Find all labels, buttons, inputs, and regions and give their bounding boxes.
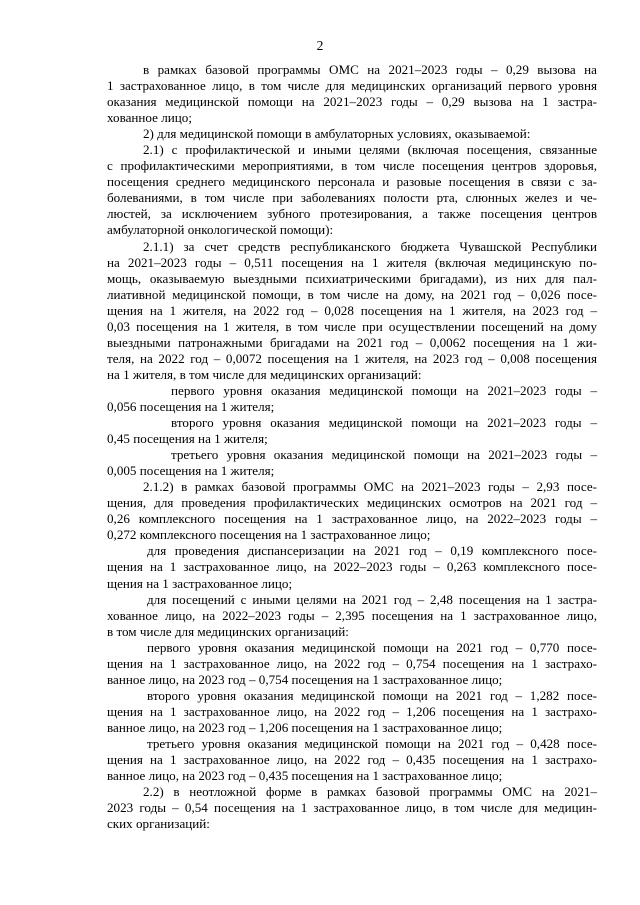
- text-line: 2) для медицинской помощи в амбулаторных условиях, оказываемой:: [143, 126, 531, 142]
- text-line: хованное лицо;: [107, 110, 192, 126]
- text-line: 2.2) в неотложной форме в рамках базовой программы ОМС на 2021–: [143, 784, 597, 800]
- text-line: третьего уровня оказания медицинской помощи на 2021 год – 0,428 посе-: [147, 735, 597, 751]
- text-line: амбулаторной онкологической помощи):: [107, 222, 334, 238]
- text-line: щения на 1 застрахованное лицо, на 2022 год – 0,435 посещения на 1 застрахо-: [107, 752, 597, 768]
- text-line: мощь, оказываемую выездными психиатрическими бригадами), из них для пал-: [107, 270, 597, 286]
- text-line: 0,03 посещения на 1 жителя, в том числе при осуществлении посещений на дому: [107, 318, 597, 334]
- text-line: посещения среднего медицинского персонала и разовые посещения в связи с за-: [107, 174, 597, 190]
- text-line: ванное лицо, на 2023 год – 0,754 посещения на 1 застрахованное лицо;: [107, 671, 503, 687]
- text-line: на 1 жителя, в том числе для медицинских организаций:: [107, 366, 422, 382]
- text-line: 0,056 посещения на 1 жителя;: [107, 398, 275, 414]
- text-line: выездными патронажными бригадами на 2021 год – 0,0062 посещения на 1 жи-: [107, 334, 597, 350]
- text-line: щения на 1 застрахованное лицо;: [107, 575, 293, 591]
- text-line: с профилактическими мероприятиями, в том числе посещения центров здоровья,: [107, 158, 597, 174]
- text-line: щения на 1 застрахованное лицо, на 2022 год – 1,206 посещения на 1 застрахо-: [107, 703, 597, 719]
- text-line: теля, на 2022 год – 0,0072 посещения на 1 жителя, на 2023 год – 0,008 посещения: [107, 350, 597, 366]
- text-line: 0,45 посещения на 1 жителя;: [107, 431, 268, 447]
- text-line: щения, для проведения профилактических медицинских осмотров на 2021 год –: [107, 495, 597, 511]
- text-line: второго уровня оказания медицинской помощи на 2021–2023 годы –: [171, 415, 597, 431]
- text-line: лиативной медицинской помощи, в том числе на дому, на 2021 год – 0,026 посе-: [107, 286, 597, 302]
- text-line: хованное лицо, на 2022–2023 годы – 2,395 посещения на 1 застрахованное лицо,: [107, 607, 597, 623]
- text-line: ванное лицо, на 2023 год – 1,206 посещения на 1 застрахованное лицо;: [107, 719, 503, 735]
- text-line: 2023 годы – 0,54 посещения на 1 застрахованное лицо, в том числе для медицин-: [107, 800, 597, 816]
- text-line: 0,005 посещения на 1 жителя;: [107, 463, 275, 479]
- text-line: щения на 1 застрахованное лицо, на 2022–2023 годы – 0,263 комплексного посе-: [107, 559, 597, 575]
- text-line: первого уровня оказания медицинской помощи на 2021 год – 0,770 посе-: [147, 639, 597, 655]
- text-line: щения на 1 жителя, на 2022 год – 0,028 посещения на 1 жителя, на 2023 год –: [107, 302, 597, 318]
- text-line: ванное лицо, на 2023 год – 0,435 посещения на 1 застрахованное лицо;: [107, 768, 503, 784]
- text-line: 0,272 комплексного посещения на 1 застрахованное лицо;: [107, 527, 431, 543]
- text-line: 0,26 комплексного посещения на 1 застрахованное лицо, на 2022–2023 годы –: [107, 511, 597, 527]
- text-line: второго уровня оказания медицинской помощи на 2021 год – 1,282 посе-: [147, 687, 597, 703]
- text-line: 2.1) с профилактической и иными целями (включая посещения, связанные: [143, 142, 597, 158]
- document-body: [107, 62, 597, 832]
- text-line: на 2021–2023 годы – 0,511 посещения на 1 жителя (включая медицинскую по-: [107, 254, 597, 270]
- text-line: болеваниями, в том числе при заболеваниях полости рта, слюнных желез и че-: [107, 190, 597, 206]
- text-line: для посещений с иными целями на 2021 год – 2,48 посещения на 1 застра-: [147, 591, 597, 607]
- text-line: третьего уровня оказания медицинской помощи на 2021–2023 годы –: [171, 447, 597, 463]
- text-line: щения на 1 застрахованное лицо, на 2022 год – 0,754 посещения на 1 застрахо-: [107, 655, 597, 671]
- text-line: ских организаций:: [107, 816, 210, 832]
- text-line: люстей, за исключением зубного протезирования, а также посещения центров: [107, 206, 597, 222]
- text-line: в рамках базовой программы ОМС на 2021–2023 годы – 0,29 вызова на: [143, 62, 597, 77]
- text-line: для проведения диспансеризации на 2021 год – 0,19 комплексного посе-: [147, 543, 597, 559]
- text-line: 2.1.2) в рамках базовой программы ОМС на 2021–2023 годы – 2,93 посе-: [143, 479, 597, 495]
- text-line: 2.1.1) за счет средств республиканского бюджета Чувашской Республики: [143, 238, 597, 254]
- text-line: первого уровня оказания медицинской помощи на 2021–2023 годы –: [171, 382, 597, 398]
- page-number: 2: [316, 38, 324, 53]
- text-line: оказания медицинской помощи на 2021–2023 годы – 0,29 вызова на 1 застра-: [107, 94, 597, 110]
- text-line: 1 застрахованное лицо, в том числе для медицинских организаций первого уровня: [107, 78, 597, 94]
- text-line: в том числе для медицинских организаций:: [107, 623, 349, 639]
